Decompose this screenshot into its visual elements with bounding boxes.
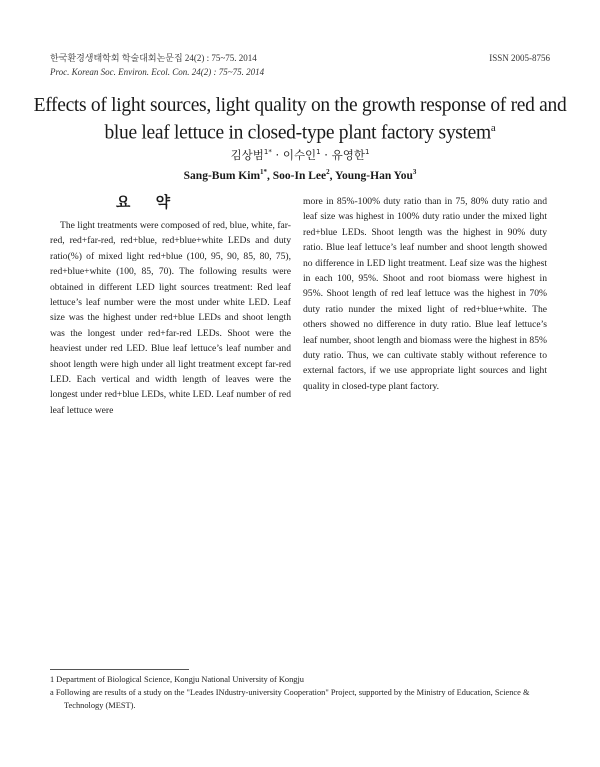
footnote-text: Department of Biological Science, Kongju National University of Kongju xyxy=(56,675,304,684)
author-en: Young-Han You xyxy=(334,169,413,182)
author-en-sup: 2 xyxy=(326,168,330,176)
author-ko: 김상범 xyxy=(230,148,264,162)
author-separator: · xyxy=(271,148,283,162)
journal-korean: 한국환경생태학회 학술대회논문집 24(2) : 75~75. 2014 xyxy=(50,53,257,63)
authors-korean xyxy=(0,147,600,163)
author-ko: 이수인 xyxy=(282,148,317,162)
author-en-sup: 3 xyxy=(412,168,417,176)
title-marker: a xyxy=(490,122,496,134)
author-en: Sang-Bum Kim xyxy=(183,169,261,182)
author-separator: , xyxy=(329,169,335,182)
author-ko-sup: 1* xyxy=(263,148,272,157)
footnote xyxy=(50,687,550,712)
section-heading: 요 약 xyxy=(115,193,181,211)
footnote-divider xyxy=(50,669,189,670)
author-ko-sup: 1 xyxy=(316,148,321,157)
journal-english: Proc. Korean Soc. Environ. Ecol. Con. 24(2) : 75~75. 2014 xyxy=(50,67,265,77)
author-separator: · xyxy=(320,148,332,162)
title-text: Effects of light sources, light quality on the growth response of red and blue leaf lettuce in closed-type plant factory system xyxy=(33,95,567,144)
author-separator: , xyxy=(267,169,273,182)
author-ko-sup: 1 xyxy=(364,148,370,157)
author-ko: 유영한 xyxy=(331,148,365,162)
footnote xyxy=(50,674,550,687)
paper-title xyxy=(30,94,570,145)
running-header xyxy=(50,51,550,79)
footnote-mark: 1 xyxy=(50,675,55,684)
abstract-column-right xyxy=(303,194,547,394)
author-en-sup: 1* xyxy=(260,168,268,176)
authors-english xyxy=(0,168,600,182)
abstract-column-left xyxy=(50,218,291,418)
abstract-text-right: more in 85%-100% duty ratio than in 75, 80% duty ratio and leaf size was highest in 100% duty ratio under the mixed light red+blue LEDs. Shoot length was the highest in 90% duty ratio. Blue leaf lettuce’s leaf number and shoot length showed no difference in LED light treatment. Leaf size was the highest in each 100, 95%. Shoot and root biomass were highest in 95%. Shoot length of red leaf lettuce was the highest in 70% duty ratio nunder the mixed light of red+blue+white. The others showed no difference in duty ratio. Blue leaf lettuce’s leaf number, shoot length and biomass were the highest in 85% duty ratio. Thus, we can cultivate stably without reference to external factors, if we use appropriate light sources and light quality in closed-type plant factory. xyxy=(303,196,547,392)
author-en: Soo-In Lee xyxy=(272,169,327,182)
footnote-text: Following are results of a study on the "Leades INdustry-university Cooperation" Project, supported by the Ministry of Education, Science & Technology (MEST). xyxy=(55,688,530,710)
issn: ISSN 2005-8756 xyxy=(489,53,550,63)
footnote-mark: a xyxy=(50,688,54,697)
abstract-text-left: The light treatments were composed of red, blue, white, far-red, red+far-red, red+blue, red+blue+white LEDs and duty ratio(%) of mixed light red+blue (100, 95, 90, 85, 80, 75), red+blue+white (100, 85, 70). The following results were obtained in different LED light sources treatment: Red leaf lettuce’s leaf number were the most under white LED. Leaf size was the highest under red+blue LEDs and shoot length was the longest under red+far-red LEDs. Shoot were the heaviest under red LED. Blue leaf lettuce’s leaf number and shoot length were high under all light treatment except far-red LED. Each vertical and width length of leaves were the longest under red+blue LEDs, white LED. Leaf number of red leaf lettuce were xyxy=(50,220,291,416)
